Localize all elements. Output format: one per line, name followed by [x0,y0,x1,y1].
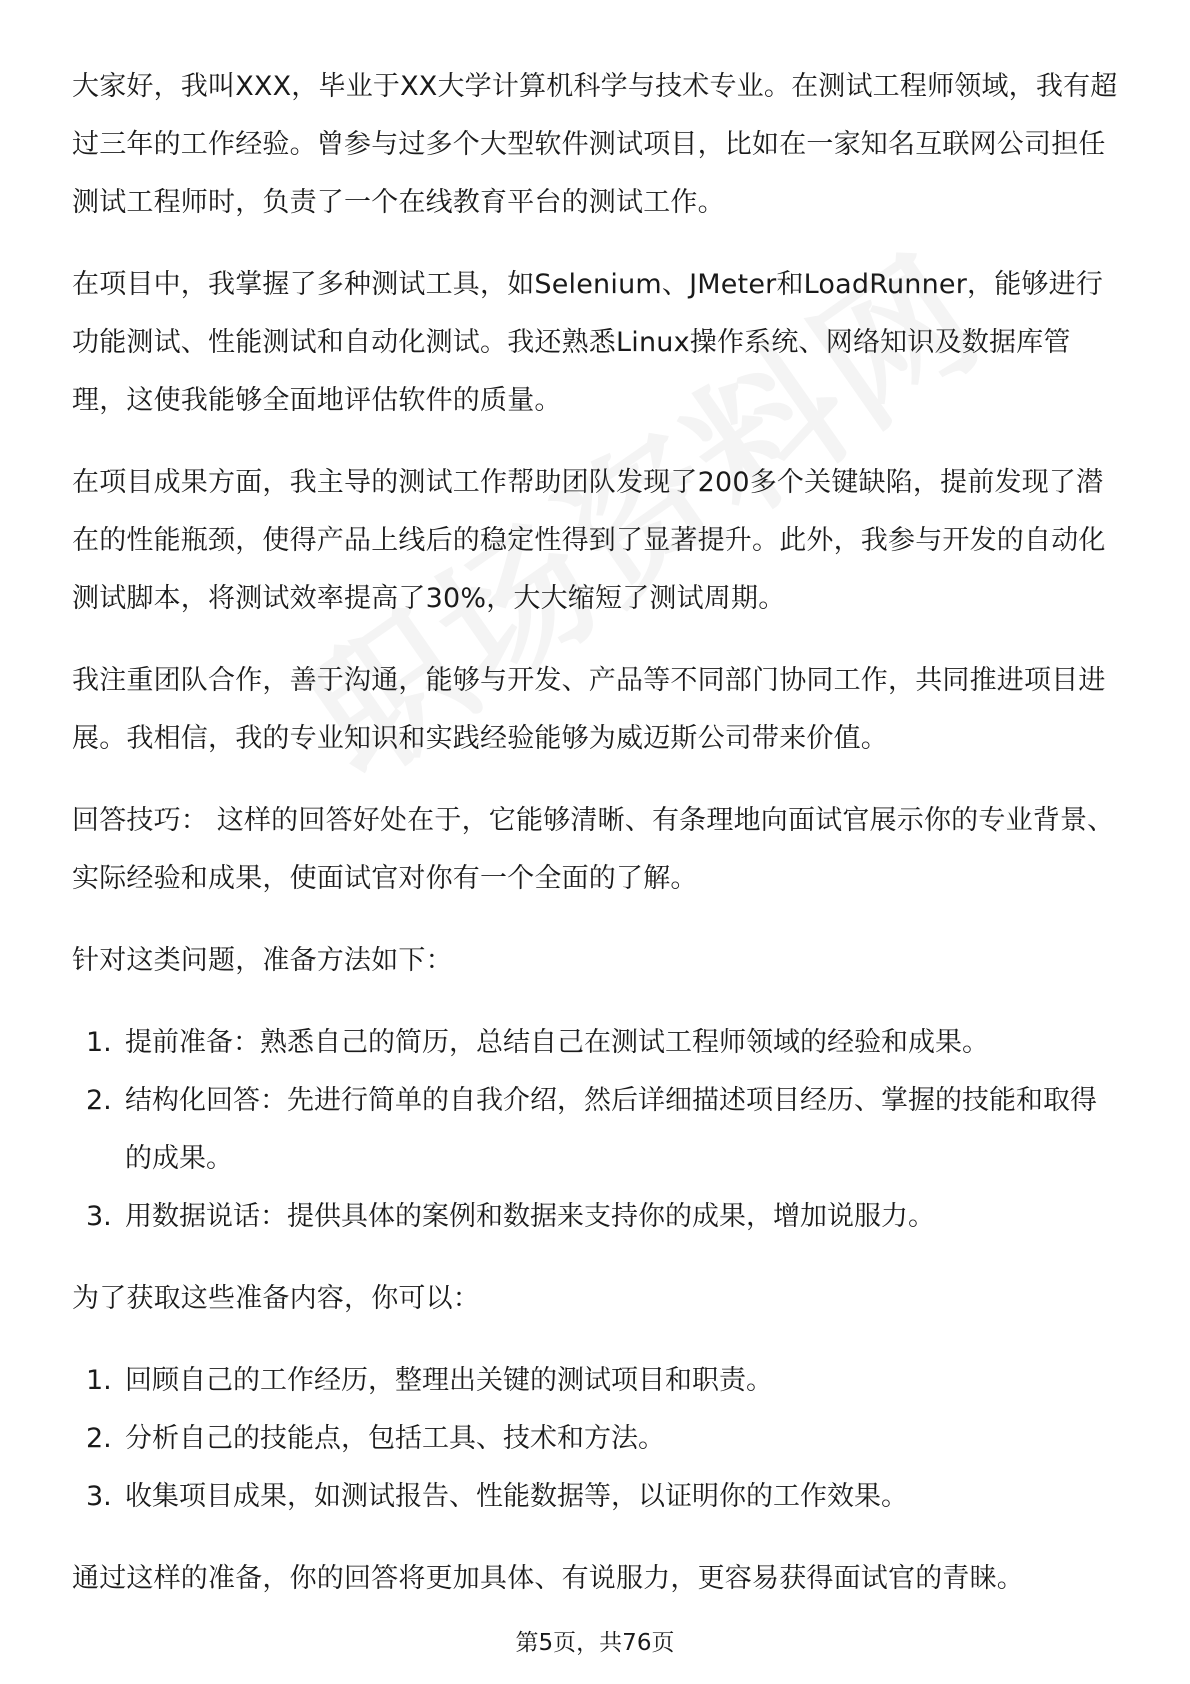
page-content [72,58,1122,1632]
list-item [72,1188,1122,1246]
paragraph-intro: 大家好，我叫XXX，毕业于XX大学计算机科学与技术专业。在测试工程师领域，我有超过三年的工作经验。曾参与过多个大型软件测试项目，比如在一家知名互联网公司担任测试工程师时，负责了一个在线教育平台的测试工作。 [72,71,1118,218]
list-item-text: 用数据说话：提供具体的案例和数据来支持你的成果，增加说服力。 [125,1201,935,1232]
paragraph-results: 在项目成果方面，我主导的测试工作帮助团队发现了200多个关键缺陷，提前发现了潜在的性能瓶颈，使得产品上线后的稳定性得到了显著提升。此外，我参与开发的自动化测试脚本，将测试效率提高了30%，大大缩短了测试周期。 [72,467,1106,614]
paragraph-answer-tips: 回答技巧： 这样的回答好处在于，它能够清晰、有条理地向面试官展示你的专业背景、实际经验和成果，使面试官对你有一个全面的了解。 [72,805,1115,894]
paragraph-prep-intro: 针对这类问题，准备方法如下： [72,945,453,976]
list-item-number: 2. [86,1085,112,1116]
list-item [72,1072,1122,1188]
paragraph-skills: 在项目中，我掌握了多种测试工具，如Selenium、JMeter和LoadRunner，能够进行功能测试、性能测试和自动化测试。我还熟悉Linux操作系统、网络知识及数据库管理，这使我能够全面地评估软件的质量。 [72,269,1104,416]
paragraph-gather-intro: 为了获取这些准备内容，你可以： [72,1283,480,1314]
list-item-text: 提前准备：熟悉自己的简历，总结自己在测试工程师领域的经验和成果。 [125,1027,989,1058]
list-item [72,1352,1122,1410]
list-item-number: 1. [86,1365,112,1396]
list-item-number: 3. [86,1481,112,1512]
prep-method-list [72,1014,1122,1246]
list-item [72,1468,1122,1526]
list-item-number: 3. [86,1201,112,1232]
paragraph-closing: 通过这样的准备，你的回答将更加具体、有说服力，更容易获得面试官的青睐。 [72,1563,1024,1594]
page-number-footer: 第5页，共76页 [515,1630,675,1656]
list-item [72,1410,1122,1468]
list-item-text: 收集项目成果，如测试报告、性能数据等，以证明你的工作效果。 [125,1481,908,1512]
list-item-text: 结构化回答：先进行简单的自我介绍，然后详细描述项目经历、掌握的技能和取得的成果。 [125,1085,1097,1174]
list-item-text: 回顾自己的工作经历，整理出关键的测试项目和职责。 [125,1365,773,1396]
paragraph-teamwork: 我注重团队合作，善于沟通，能够与开发、产品等不同部门协同工作，共同推进项目进展。我相信，我的专业知识和实践经验能够为威迈斯公司带来价值。 [72,665,1106,754]
list-item-text: 分析自己的技能点，包括工具、技术和方法。 [125,1423,665,1454]
list-item [72,1014,1122,1072]
gather-method-list [72,1352,1122,1526]
list-item-number: 1. [86,1027,112,1058]
list-item-number: 2. [86,1423,112,1454]
